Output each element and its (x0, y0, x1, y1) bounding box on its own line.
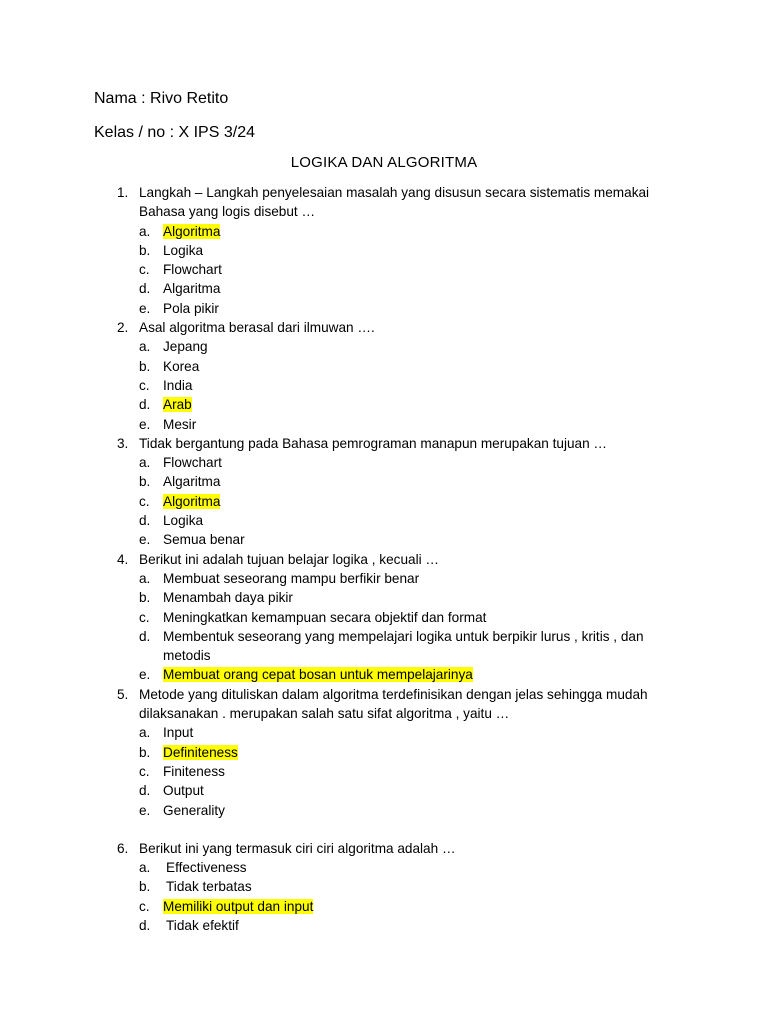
option (139, 222, 677, 241)
option (139, 337, 677, 356)
option-text-highlighted: Algoritma (163, 223, 221, 239)
option-text: Membentuk seseorang yang mempelajari logika untuk berpikir lurus , kritis , dan metodis (163, 628, 644, 664)
option-text: Logika (163, 242, 204, 258)
option (139, 743, 677, 762)
options-3 (139, 453, 677, 549)
option (139, 588, 677, 607)
option (139, 608, 677, 627)
options-1 (139, 222, 677, 318)
option (139, 530, 677, 549)
option-letter: c. (139, 898, 150, 914)
option-letter: d. (139, 628, 151, 644)
question-6 (117, 839, 677, 858)
option-letter: a. (139, 570, 151, 586)
option (139, 762, 677, 781)
option-text-highlighted: Memiliki output dan input (163, 898, 314, 914)
option (139, 801, 677, 820)
option-text: Jepang (163, 339, 208, 355)
options-6 (139, 858, 677, 935)
option (139, 415, 677, 434)
option (139, 492, 677, 511)
option-text: Output (163, 783, 204, 799)
question-text: Asal algoritma berasal dari ilmuwan …. (139, 320, 375, 336)
option-letter: b. (139, 242, 151, 258)
option-letter: c. (139, 493, 150, 509)
option-letter: c. (139, 763, 150, 779)
spacer (117, 820, 677, 839)
question-1 (117, 183, 677, 222)
option-text: Input (163, 725, 194, 741)
option-text-highlighted: Membuat orang cepat bosan untuk mempelajarinya (163, 667, 473, 683)
option (139, 665, 677, 684)
option-letter: a. (139, 339, 151, 355)
option-text: Effectiveness (166, 860, 247, 876)
option (139, 395, 677, 414)
option-text: Algaritma (163, 474, 221, 490)
question-number: 4. (117, 551, 129, 567)
option-letter: c. (139, 377, 150, 393)
option-text: Korea (163, 358, 200, 374)
option-letter: a. (139, 725, 151, 741)
question-text: Metode yang dituliskan dalam algoritma terdefinisikan dengan jelas sehingga mudah dilaksanakan . merupakan salah satu sifat algoritma , yaitu … (139, 686, 648, 722)
option-text: Menambah daya pikir (163, 590, 293, 606)
option-letter: d. (139, 513, 151, 529)
option (139, 376, 677, 395)
option-text: Membuat seseorang mampu berfikir benar (163, 570, 420, 586)
option (139, 569, 677, 588)
option (139, 627, 677, 666)
question-number: 3. (117, 435, 129, 451)
option-letter: d. (139, 397, 151, 413)
option-letter: e. (139, 667, 151, 683)
option-text: Logika (163, 513, 204, 529)
option (139, 279, 677, 298)
option-text-highlighted: Arab (163, 397, 192, 413)
option (139, 241, 677, 260)
option-text-highlighted: Algoritma (163, 493, 221, 509)
option (139, 472, 677, 491)
question-number: 2. (117, 320, 129, 336)
option (139, 916, 677, 935)
options-2 (139, 337, 677, 433)
option-letter: e. (139, 416, 151, 432)
option-letter: d. (139, 783, 151, 799)
question-number: 1. (117, 185, 129, 200)
option-text: Algaritma (163, 281, 221, 297)
question-4 (117, 550, 677, 569)
question-text: Berikut ini yang termasuk ciri ciri algoritma adalah … (139, 840, 456, 856)
option-letter: e. (139, 300, 151, 316)
option (139, 858, 677, 877)
student-class: Kelas / no : X IPS 3/24 (94, 124, 255, 141)
option-letter: b. (139, 879, 151, 895)
option (139, 299, 677, 318)
option-letter: b. (139, 590, 151, 606)
option (139, 357, 677, 376)
option-text: Meningkatkan kemampuan secara objektif dan format (163, 609, 487, 625)
option (139, 897, 677, 916)
option (139, 511, 677, 530)
page-title: LOGIKA DAN ALGORITMA (290, 154, 478, 171)
question-text: Berikut ini adalah tujuan belajar logika , kecuali … (139, 551, 439, 567)
option (139, 723, 677, 742)
option-letter: c. (139, 609, 150, 625)
question-number: 6. (117, 840, 129, 856)
option-text: Finiteness (163, 763, 225, 779)
option-letter: b. (139, 744, 151, 760)
option (139, 781, 677, 800)
option-letter: a. (139, 223, 151, 239)
option (139, 260, 677, 279)
option-text-highlighted: Definiteness (163, 744, 238, 760)
option-letter: c. (139, 262, 150, 278)
option-text: Flowchart (163, 262, 222, 278)
question-number: 5. (117, 686, 129, 702)
option-letter: d. (139, 281, 151, 297)
option-text: Mesir (163, 416, 197, 432)
option-letter: a. (139, 455, 151, 471)
question-text: Langkah – Langkah penyelesaian masalah yang disusun secara sistematis memakai Bahasa yang logis disebut … (139, 185, 650, 220)
option (139, 453, 677, 472)
option-text: Generality (163, 802, 225, 818)
question-list (117, 183, 677, 935)
option-text: Pola pikir (163, 300, 219, 316)
option-letter: b. (139, 358, 151, 374)
option-text: Tidak terbatas (166, 879, 252, 895)
student-name: Nama : Rivo Retito (94, 90, 229, 107)
option-text: Flowchart (163, 455, 222, 471)
option-text: Tidak efektif (166, 917, 239, 933)
option-letter: d. (139, 917, 151, 933)
question-2 (117, 318, 677, 337)
option-text: India (163, 377, 193, 393)
option-letter: e. (139, 532, 151, 548)
option-letter: e. (139, 802, 151, 818)
question-3 (117, 434, 677, 453)
option-letter: a. (139, 860, 151, 876)
option-letter: b. (139, 474, 151, 490)
question-5 (117, 685, 677, 724)
option-text: Semua benar (163, 532, 245, 548)
option (139, 877, 677, 896)
options-4 (139, 569, 677, 685)
question-text: Tidak bergantung pada Bahasa pemrograman manapun merupakan tujuan … (139, 435, 608, 451)
options-5 (139, 723, 677, 819)
